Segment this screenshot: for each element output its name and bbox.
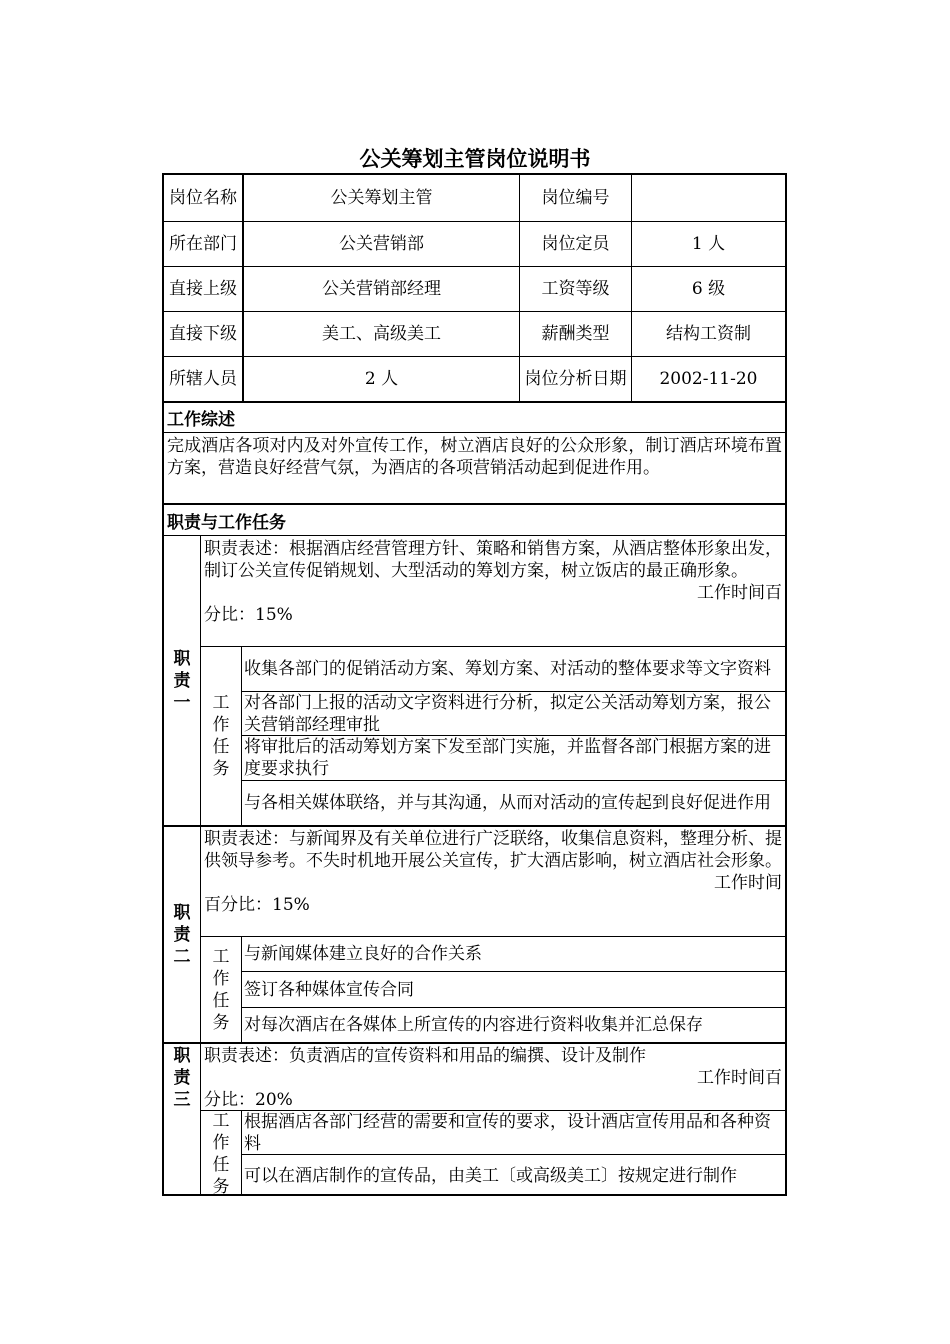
duty-2-task-3: 对每次酒店在各媒体上所宣传的内容进行资料收集并汇总保存 [241,1007,785,1042]
duty-1-time-label-left: 分比：15% [204,605,293,625]
duty-3-label: 职责三 [164,1042,200,1112]
duty-2-task-2: 签订各种媒体宣传合同 [241,971,785,1007]
duty-1-description-cell [200,535,785,646]
duty-3-description: 职责表述：负责酒店的宣传资料和用品的编撰、设计及制作 [204,1046,646,1066]
salary-grade-label: 工资等级 [519,266,631,311]
post-name-value: 公关筹划主管 [242,175,519,221]
duty-3-time-label-right: 工作时间百 [697,1068,782,1088]
summary-heading: 工作综述 [164,401,785,432]
duty-2-time-label-left: 百分比：15% [204,895,310,915]
duty-1-task-3: 将审批后的活动筹划方案下发至部门实施，并监督各部门根据方案的进度要求执行 [241,735,785,780]
post-code-value [631,175,785,221]
pay-type-value: 结构工资制 [631,311,785,356]
analysis-date-label: 岗位分析日期 [519,356,631,401]
duty-2-label: 职责二 [164,825,200,1042]
duty-1-task-1: 收集各部门的促销活动方案、筹划方案、对活动的整体要求等文字资料 [241,646,785,691]
duty-1-task-label: 工作任务 [200,646,241,825]
duty-3-task-2: 可以在酒店制作的宣传品，由美工〔或高级美工〕按规定进行制作 [241,1154,785,1196]
pay-type-label: 薪酬类型 [519,311,631,356]
duty-3-description-cell [200,1042,785,1110]
duties-heading: 职责与工作任务 [164,503,785,535]
duty-1-task-4: 与各相关媒体联络，并与其沟通，从而对活动的宣传起到良好促进作用 [241,780,785,825]
subordinate-value: 美工、高级美工 [242,311,519,356]
salary-grade-value: 6 级 [631,266,785,311]
post-code-label: 岗位编号 [519,175,631,221]
duty-1-description: 职责表述：根据酒店经营管理方针、策略和销售方案，从酒店整体形象出发，制订公关宣传促销规划、大型活动的筹划方案，树立饭店的最正确形象。 [204,539,782,581]
document-title: 公关筹划主管岗位说明书 [359,147,591,171]
duty-2-task-1: 与新闻媒体建立良好的合作关系 [241,936,785,971]
duty-2-description-cell [200,825,785,936]
dept-value: 公关营销部 [242,221,519,266]
headcount-value: 1 人 [631,221,785,266]
duty-2-description: 职责表述：与新闻界及有关单位进行广泛联络，收集信息资料，整理分析、提供领导参考。不失时机地开展公关宣传，扩大酒店影响，树立酒店社会形象。 [204,829,782,871]
duty-1-label: 职责一 [164,535,200,825]
duty-2-time-label-right: 工作时间 [714,873,782,893]
job-description-table [162,173,787,1196]
subordinate-label: 直接下级 [164,311,242,356]
superior-label: 直接上级 [164,266,242,311]
duty-3-task-label: 工作任务 [200,1110,241,1196]
superior-value: 公关营销部经理 [242,266,519,311]
post-name-label: 岗位名称 [169,187,237,208]
duty-1-task-2: 对各部门上报的活动文字资料进行分析，拟定公关活动筹划方案，报公关营销部经理审批 [241,691,785,735]
duty-3-time-label-left: 分比：20% [204,1090,293,1110]
duty-3-task-1: 根据酒店各部门经营的需要和宣传的要求，设计酒店宣传用品和各种资料 [241,1110,785,1154]
staff-value: 2 人 [242,356,519,401]
analysis-date-value: 2002-11-20 [631,356,785,401]
summary-text: 完成酒店各项对内及对外宣传工作，树立酒店良好的公众形象，制订酒店环境布置方案，营造良好经营气氛，为酒店的各项营销活动起到促进作用。 [164,432,785,503]
duty-2-task-label: 工作任务 [200,936,241,1042]
dept-label: 所在部门 [164,221,242,266]
staff-label: 所辖人员 [164,356,242,401]
duty-1-time-label-right: 工作时间百 [697,583,782,603]
headcount-label: 岗位定员 [519,221,631,266]
